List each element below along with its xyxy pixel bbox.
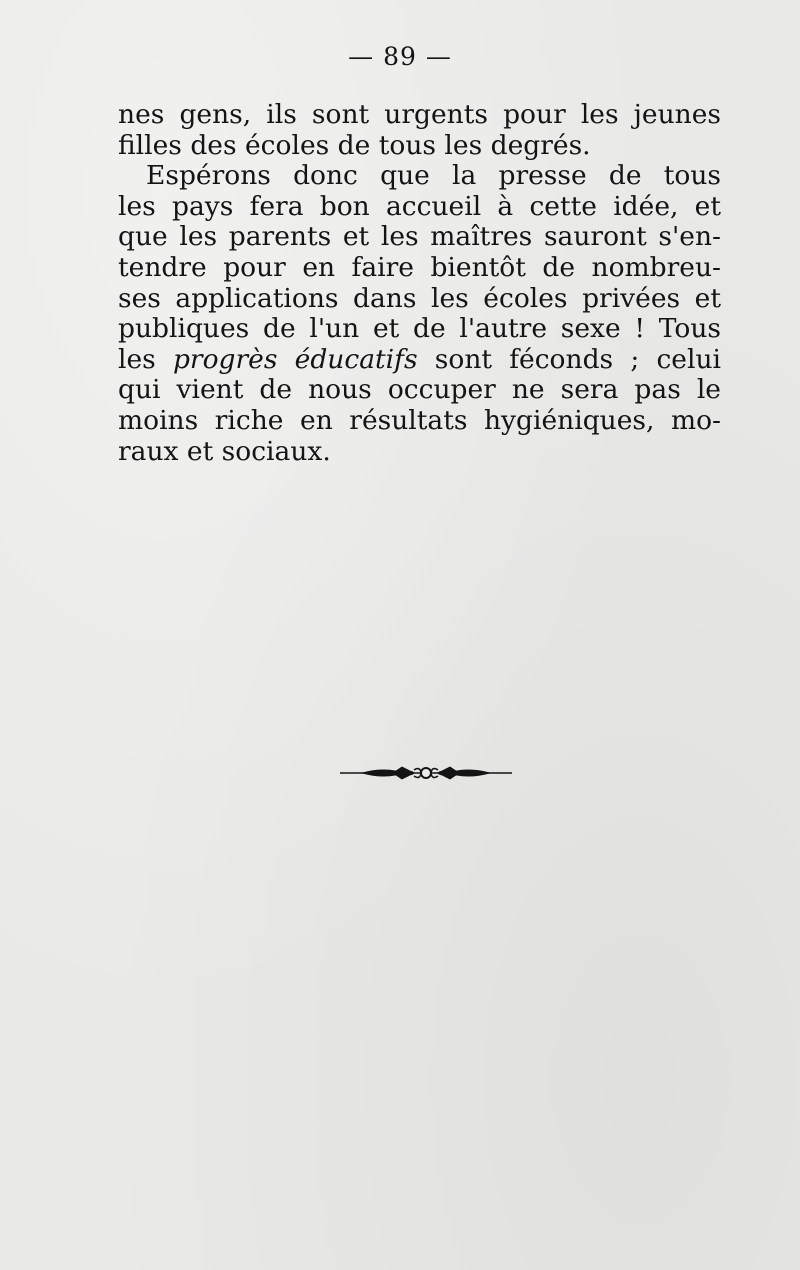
fleuron-ornament-icon xyxy=(340,762,512,784)
paragraph-first-line: Espérons donc que la presse de tous xyxy=(146,160,721,192)
text-line: publiques de l'un et de l'autre sexe ! Tous xyxy=(118,313,721,345)
text-line: qui vient de nous occuper ne sera pas le xyxy=(118,374,721,406)
text-line: que les parents et les maîtres sauront s'en- xyxy=(118,221,721,253)
text-line: tendre pour en faire bientôt de nombreu- xyxy=(118,251,721,283)
text-segment: sont féconds ; celui xyxy=(417,343,722,375)
text-line: moins riche en résultats hygiéniques, mo- xyxy=(118,404,721,436)
text-line: les pays fera bon accueil à cette idée, et xyxy=(118,190,721,222)
emphasis-text: progrès éducatifs xyxy=(172,343,418,375)
text-line: filles des écoles de tous les degrés. xyxy=(118,129,591,161)
text-line-with-emphasis xyxy=(118,345,721,376)
text-line: nes gens, ils sont urgents pour les jeunes xyxy=(118,99,721,130)
text-segment: les xyxy=(118,343,173,375)
page-number: — 89 — xyxy=(348,42,452,71)
text-line: raux et sociaux. xyxy=(118,435,331,467)
text-line: ses applications dans les écoles privées et xyxy=(118,282,721,314)
body-text xyxy=(118,100,721,467)
